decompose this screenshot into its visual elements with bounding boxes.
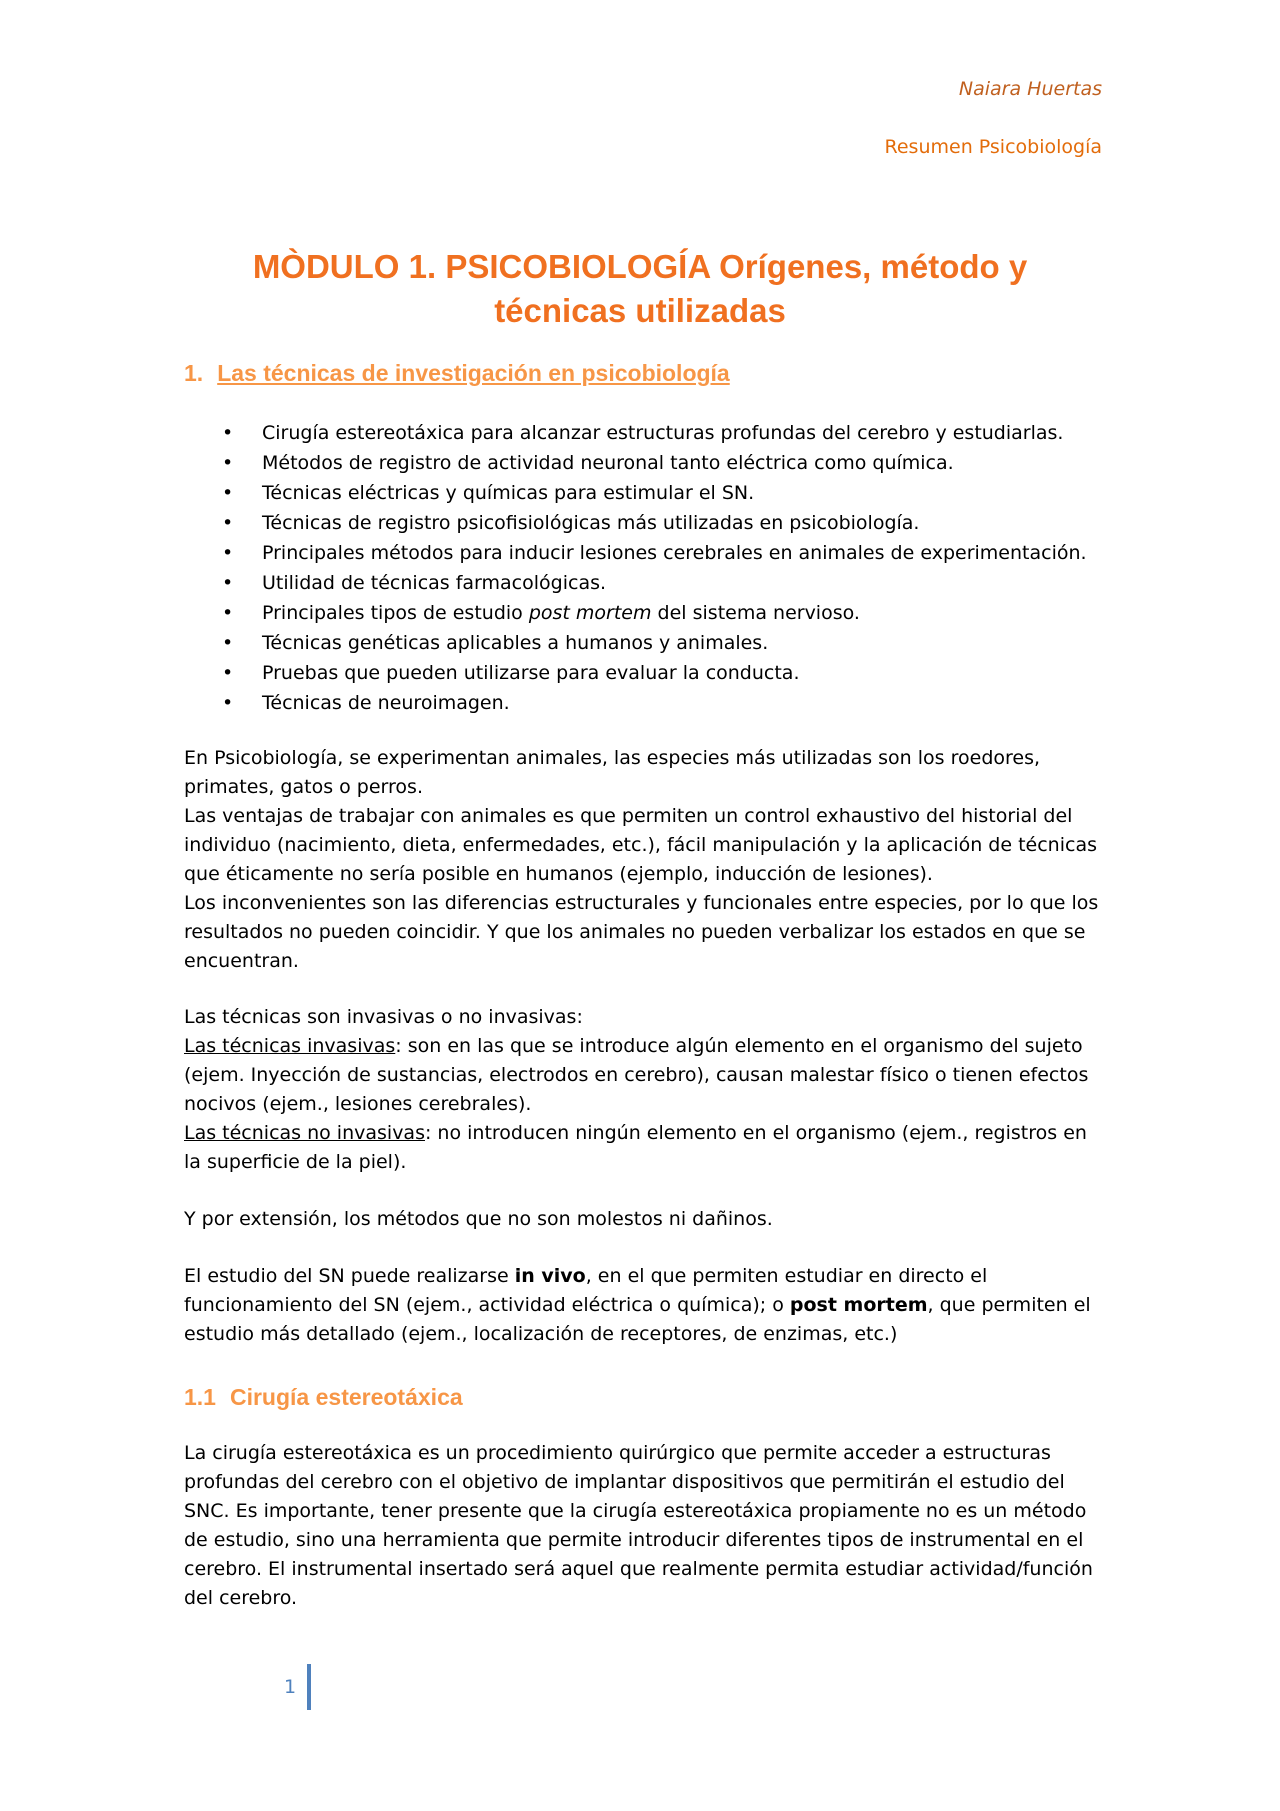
- section-1-heading: [184, 360, 730, 387]
- bullet-icon: •: [222, 542, 234, 564]
- bullet-icon: •: [222, 602, 234, 624]
- noninvasive-definition: Las técnicas no invasivas: no introducen ningún elemento en el organismo (ejem., registros en la superficie de la piel).: [184, 1122, 1087, 1173]
- techniques-list: [222, 418, 1087, 718]
- list-item: • Principales métodos para inducir lesiones cerebrales en animales de experimentación.: [222, 538, 1087, 568]
- list-item: • Cirugía estereotáxica para alcanzar estructuras profundas del cerebro y estudiarlas.: [222, 418, 1087, 448]
- list-item: • Técnicas de registro psicofisiológicas más utilizadas en psicobiología.: [222, 508, 1087, 538]
- paragraph-line: Las ventajas de trabajar con animales es que permiten un control exhaustivo del historial del individuo (nacimiento, dieta, enfermedades, etc.), fácil manipulación y la aplicación de técnicas que éticamente no sería posible en humanos (ejemplo, inducción de lesiones).: [184, 805, 1097, 885]
- bold-term: post mortem: [789, 1294, 928, 1316]
- section-1-1-title: Cirugía estereotáxica: [229, 1384, 463, 1410]
- bullet-icon: •: [222, 512, 234, 534]
- animals-paragraph: [184, 744, 1104, 976]
- list-item: • Principales tipos de estudio post mortem del sistema nervioso.: [222, 598, 1087, 628]
- page-number-bar: [307, 1664, 311, 1710]
- invasive-label: Las técnicas invasivas: [184, 1035, 396, 1057]
- section-1-title: Las técnicas de investigación en psicobiología: [217, 360, 730, 386]
- document-title: MÒDULO 1. PSICOBIOLOGÍA Orígenes, método y técnicas utilizadas: [252, 248, 1028, 329]
- bullet-icon: •: [222, 422, 234, 444]
- bullet-icon: •: [222, 692, 234, 714]
- section-1-1-number: 1.1: [184, 1384, 216, 1410]
- bullet-icon: •: [222, 572, 234, 594]
- stereotaxic-paragraph: La cirugía estereotáxica es un procedimiento quirúrgico que permite acceder a estructuras profundas del cerebro con el objetivo de implantar dispositivos que permitirán el estudio del SNC. Es importante, tener presente que la cirugía estereotáxica propiamente no es un método de estudio, sino una herramienta que permite introducir diferentes tipos de instrumental en el cerebro. El instrumental insertado será aquel que realmente permita estudiar actividad/función del cerebro.: [184, 1442, 1093, 1609]
- study-paragraph: El estudio del SN puede realizarse in vivo, en el que permiten estudiar en directo el funcionamiento del SN (ejem., actividad eléctrica o química); o post mortem, que permiten el estudio más detallado (ejem., localización de receptores, de enzimas, etc.): [184, 1265, 1091, 1345]
- paragraph-line: Los inconvenientes son las diferencias estructurales y funcionales entre especies, por lo que los resultados no pueden coincidir. Y que los animales no pueden verbalizar los estados en que se encuentran.: [184, 892, 1099, 972]
- invasive-definition: Las técnicas invasivas: son en las que se introduce algún elemento en el organismo del sujeto (ejem. Inyección de sustancias, electrodos en cerebro), causan malestar físico o tienen efectos nocivos (ejem., lesiones cerebrales).: [184, 1035, 1089, 1115]
- list-item: • Técnicas de neuroimagen.: [222, 688, 1087, 718]
- paragraph-line: En Psicobiología, se experimentan animales, las especies más utilizadas son los roedores, primates, gatos o perros.: [184, 747, 1041, 798]
- header-subject: Resumen Psicobiología: [884, 136, 1102, 158]
- invasive-paragraph: [184, 1003, 1104, 1177]
- section-1-1-heading: [184, 1384, 463, 1411]
- bullet-icon: •: [222, 452, 234, 474]
- page-number: 1: [284, 1676, 297, 1698]
- list-item: • Técnicas eléctricas y químicas para estimular el SN.: [222, 478, 1087, 508]
- bullet-icon: •: [222, 632, 234, 654]
- list-item: • Métodos de registro de actividad neuronal tanto eléctrica como química.: [222, 448, 1087, 478]
- bullet-icon: •: [222, 662, 234, 684]
- bullet-icon: •: [222, 482, 234, 504]
- bold-term: in vivo: [514, 1265, 586, 1287]
- list-item: • Utilidad de técnicas farmacológicas.: [222, 568, 1087, 598]
- paragraph-intro: Las técnicas son invasivas o no invasivas:: [184, 1006, 583, 1028]
- header-author: Naiara Huertas: [958, 78, 1102, 100]
- noninvasive-label: Las técnicas no invasivas: [184, 1122, 425, 1144]
- extension-paragraph: Y por extensión, los métodos que no son molestos ni dañinos.: [184, 1208, 773, 1230]
- section-1-number: 1.: [184, 360, 204, 386]
- list-item: • Técnicas genéticas aplicables a humanos y animales.: [222, 628, 1087, 658]
- list-item: • Pruebas que pueden utilizarse para evaluar la conducta.: [222, 658, 1087, 688]
- italic-term: post mortem: [528, 602, 652, 624]
